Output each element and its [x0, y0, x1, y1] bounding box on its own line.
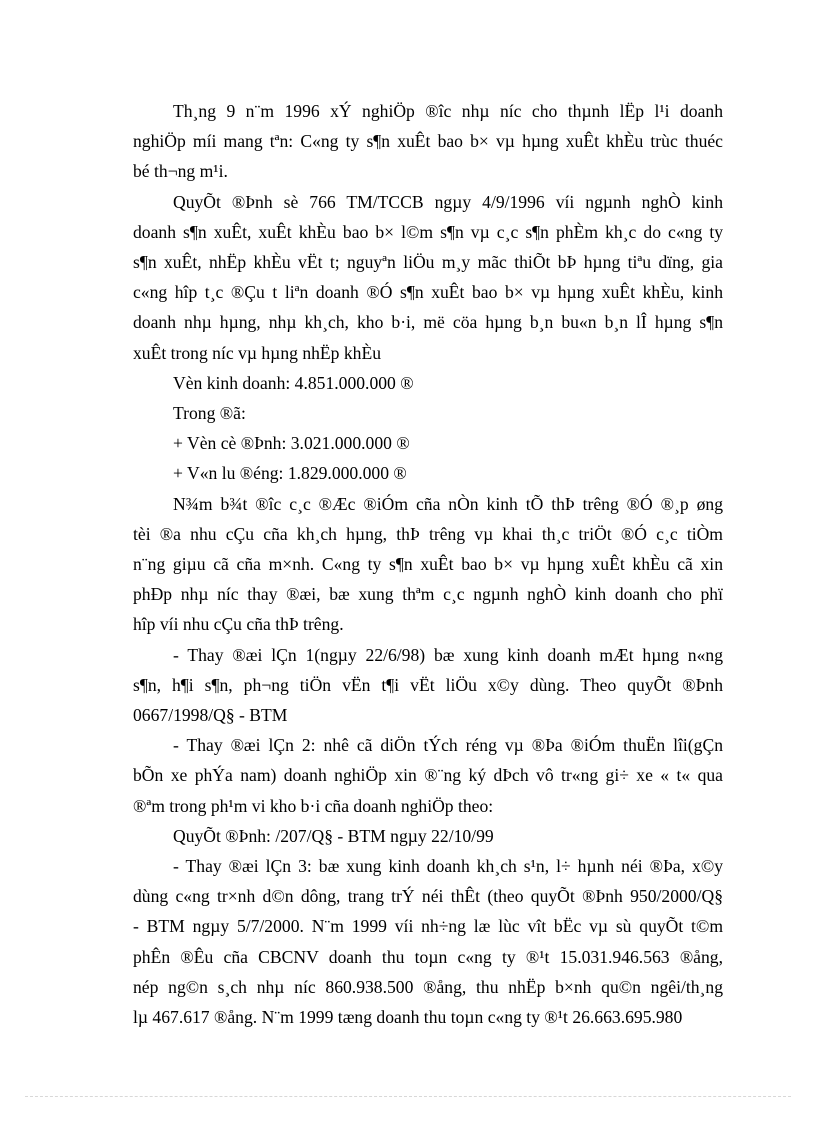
page-bottom-divider — [25, 1096, 791, 1097]
paragraph — [133, 368, 723, 398]
text-line: N¾m b¾t ®îc c¸c ®Æc ®iÓm cña nÒn kinh tÕ thÞ trêng ®Ó ®¸p øng — [173, 493, 723, 514]
paragraph — [133, 398, 723, 428]
text-line: n¨ng giµu cã cña m×nh. C«ng ty s¶n xuÊt bao b× vµ hµng xuÊt khÈu cã xin — [133, 554, 723, 575]
text-line: ®ªm trong ph¹m vi kho b·i cña doanh nghiÖp theo: — [133, 795, 494, 816]
text-line: hîp víi nhu cÇu cña thÞ trêng. — [133, 614, 344, 635]
text-line: + V«n lu ®éng: 1.829.000.000 ® — [173, 463, 407, 484]
text-line: Vèn kinh doanh: 4.851.000.000 ® — [173, 372, 414, 393]
text-line: - Thay ®æi lÇn 3: bæ xung kinh doanh kh¸ch s¹n, l÷ hµnh néi ®Þa, x©y — [173, 856, 723, 877]
text-line: c«ng hîp t¸c ®Çu t liªn doanh ®Ó s¶n xuÊt bao b× vµ hµng xuÊt khÈu, kinh — [133, 282, 723, 303]
text-line: bé th¬ng m¹i. — [133, 161, 228, 182]
text-line: lµ 467.617 ®ång. N¨m 1999 tæng doanh thu toµn c«ng ty ®¹t 26.663.695.980 — [133, 1007, 683, 1028]
paragraph — [133, 96, 723, 187]
text-line: - BTM ngµy 5/7/2000. N¨m 1999 víi nh÷ng læ lùc vît bËc vµ sù quyÕt t©m — [133, 916, 723, 937]
text-line: QuyÕt ®Þnh: /207/Q§ - BTM ngµy 22/10/99 — [173, 825, 494, 846]
text-line: QuyÕt ®Þnh sè 766 TM/TCCB ngµy 4/9/1996 víi ngµnh nghÒ kinh — [173, 191, 723, 212]
paragraph — [133, 821, 723, 851]
text-line: Trong ®ã: — [173, 403, 246, 424]
paragraph — [133, 730, 723, 821]
paragraph — [133, 489, 723, 640]
text-line: nép ng©n s¸ch nhµ níc 860.938.500 ®ång, thu nhËp b×nh qu©n ngêi/th¸ng — [133, 976, 723, 997]
text-line: phÊn ®Êu cña CBCNV doanh thu toµn c«ng ty ®¹t 15.031.946.563 ®ång, — [133, 946, 723, 967]
text-line: tèi ®a nhu cÇu cña kh¸ch hµng, thÞ trêng vµ khai th¸c triÖt ®Ó c¸c tiÒm — [133, 523, 723, 544]
text-line: + Vèn cè ®Þnh: 3.021.000.000 ® — [173, 433, 410, 454]
text-line: s¶n, h¶i s¶n, ph¬ng tiÖn vËn t¶i vËt liÖu x©y dùng. Theo quyÕt ®Þnh — [133, 674, 723, 695]
paragraph — [133, 851, 723, 1032]
text-line: nghiÖp míi mang tªn: C«ng ty s¶n xuÊt bao b× vµ hµng xuÊt khÈu trùc thuéc — [133, 131, 723, 152]
text-line: - Thay ®æi lÇn 1(ngµy 22/6/98) bæ xung kinh doanh mÆt hµng n«ng — [173, 644, 723, 665]
text-line: bÕn xe phÝa nam) doanh nghiÖp xin ®¨ng ký dÞch vô tr«ng gi÷ xe « t« qua — [133, 765, 723, 786]
text-line: phÐp nhµ níc thay ®æi, bæ xung thªm c¸c ngµnh nghÒ kinh doanh cho phï — [133, 584, 723, 605]
text-line: - Thay ®æi lÇn 2: nhê cã diÖn tÝch réng vµ ®Þa ®iÓm thuËn lîi(gÇn — [173, 735, 723, 756]
text-line: Th¸ng 9 n¨m 1996 xÝ nghiÖp ®îc nhµ níc cho thµnh lËp l¹i doanh — [173, 101, 723, 121]
document-page — [133, 96, 723, 1032]
paragraph — [133, 428, 723, 458]
text-line: s¶n xuÊt, nhËp khÈu vËt t; nguyªn liÖu m¸y mãc thiÕt bÞ hµng tiªu dïng, gia — [133, 252, 723, 273]
paragraph — [133, 458, 723, 488]
text-line: 0667/1998/Q§ - BTM — [133, 705, 288, 726]
text-line: dùng c«ng tr×nh d©n dông, trang trÝ néi thÊt (theo quyÕt ®Þnh 950/2000/Q§ — [133, 886, 723, 907]
text-line: xuÊt trong níc vµ hµng nhËp khÈu — [133, 342, 381, 363]
paragraph — [133, 187, 723, 368]
text-line: doanh nhµ hµng, nhµ kh¸ch, kho b·i, më cöa hµng b¸n bu«n b¸n lÎ hµng s¶n — [133, 312, 723, 333]
text-line: doanh s¶n xuÊt, xuÊt khÈu bao b× l©m s¶n vµ c¸c s¶n phÈm kh¸c do c«ng ty — [133, 221, 723, 242]
paragraph — [133, 640, 723, 731]
